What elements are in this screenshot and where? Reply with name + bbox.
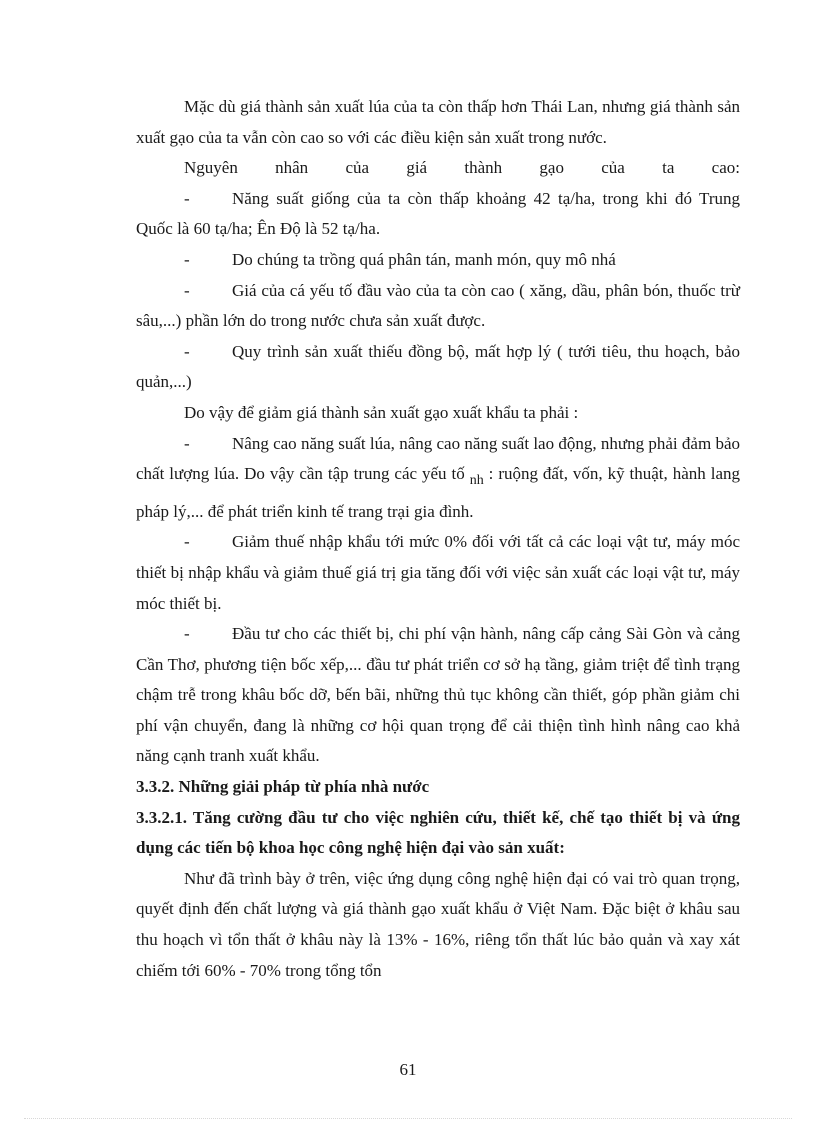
bullet-marker: -: [184, 532, 190, 552]
bullet-yeu-to-dau-vao: - Giá của cá yếu tố đầu vào của ta còn cao ( xăng, dầu, phân bón, thuốc trừ sâu,...) phần lớn do trong nước chưa sản xuất được.: [136, 276, 740, 337]
bullet-marker: -: [184, 188, 190, 208]
bullet-marker: -: [184, 341, 190, 361]
bullet-nang-cao-nang-suat: - Nâng cao năng suất lúa, nâng cao năng suất lao động, nhưng phải đảm bảo chất lượng lúa. Do vậy cần tập trung các yếu tố $_{nh}$ : ruộng đất, vốn, kỹ thuật, hành lang pháp lý,... để phát triển kinh tế trang trại gia đình.: [136, 429, 740, 528]
paragraph-nguyen-nhan: Nguyên nhân của giá thành gạo của ta cao:: [184, 158, 740, 178]
bullet-marker: -: [184, 624, 190, 644]
paragraph-do-vay: Do vậy để giảm giá thành sản xuất gạo xuất khẩu ta phải :: [184, 402, 579, 422]
subscript-nh: nh: [469, 473, 484, 489]
bullet-marker: -: [184, 249, 190, 269]
section-heading-3-3-2-1: 3.3.2.1. Tăng cường đầu tư cho việc nghiên cứu, thiết kế, chế tạo thiết bị và ứng dụng các tiến bộ khoa học công nghệ hiện đại vào sản xuất:: [136, 807, 740, 858]
bullet-marker: -: [184, 433, 190, 453]
bullet-phan-tan: - Do chúng ta trồng quá phân tán, manh món, quy mô nhá: [136, 245, 740, 276]
paragraph-nhu-da-trinh-bay: Như đã trình bày ở trên, việc ứng dụng công nghệ hiện đại có vai trò quan trọng, quyết định đến chất lượng và giá thành gạo xuất khẩu ở Việt Nam. Đặc biệt ở khâu sau thu hoạch vì tổn thất ở khâu này là 13% - 16%, riêng tổn thất lúc bảo quản và xay xát chiếm tới 60% - 70% trong tổng tổn: [136, 868, 740, 980]
page-bottom-border: [24, 1118, 792, 1119]
page-number: 61: [399, 1060, 417, 1079]
bullet-giam-thue: - Giảm thuế nhập khẩu tới mức 0% đối với tất cả các loại vật tư, máy móc thiết bị nhập khẩu và giảm thuế giá trị gia tăng đối với việc sản xuất các loại vật tư, máy móc thiết bị.: [136, 527, 740, 619]
bullet-dau-tu-thiet-bi: - Đầu tư cho các thiết bị, chi phí vận hành, nâng cấp cảng Sài Gòn và cảng Cần Thơ, phương tiện bốc xếp,... đầu tư phát triển cơ sở hạ tầng, giảm triệt để tình trạng chậm trễ trong khâu bốc dỡ, bến bãi, những thủ tục không cần thiết, góp phần giảm chi phí vận chuyển, đang là những cơ hội quan trọng để cải thiện tình hình nâng cao khả năng cạnh tranh xuất khẩu.: [136, 619, 740, 772]
bullet-nang-suat-giong: - Năng suất giống của ta còn thấp khoảng 42 tạ/ha, trong khi đó Trung Quốc là 60 tạ/ha; Ên Độ là 52 tạ/ha.: [136, 184, 740, 245]
document-body: [136, 92, 740, 986]
paragraph-gia-thanh: Mặc dù giá thành sản xuất lúa của ta còn thấp hơn Thái Lan, nhưng giá thành sản xuất gạo của ta vẫn còn cao so với các điều kiện sản xuất trong nước.: [136, 97, 740, 147]
bullet-marker: -: [184, 280, 190, 300]
section-heading-3-3-2: 3.3.2. Những giải pháp từ phía nhà nước: [136, 777, 430, 797]
bullet-quy-trinh: - Quy trình sản xuất thiếu đồng bộ, mất hợp lý ( tưới tiêu, thu hoạch, bảo quản,...): [136, 337, 740, 398]
